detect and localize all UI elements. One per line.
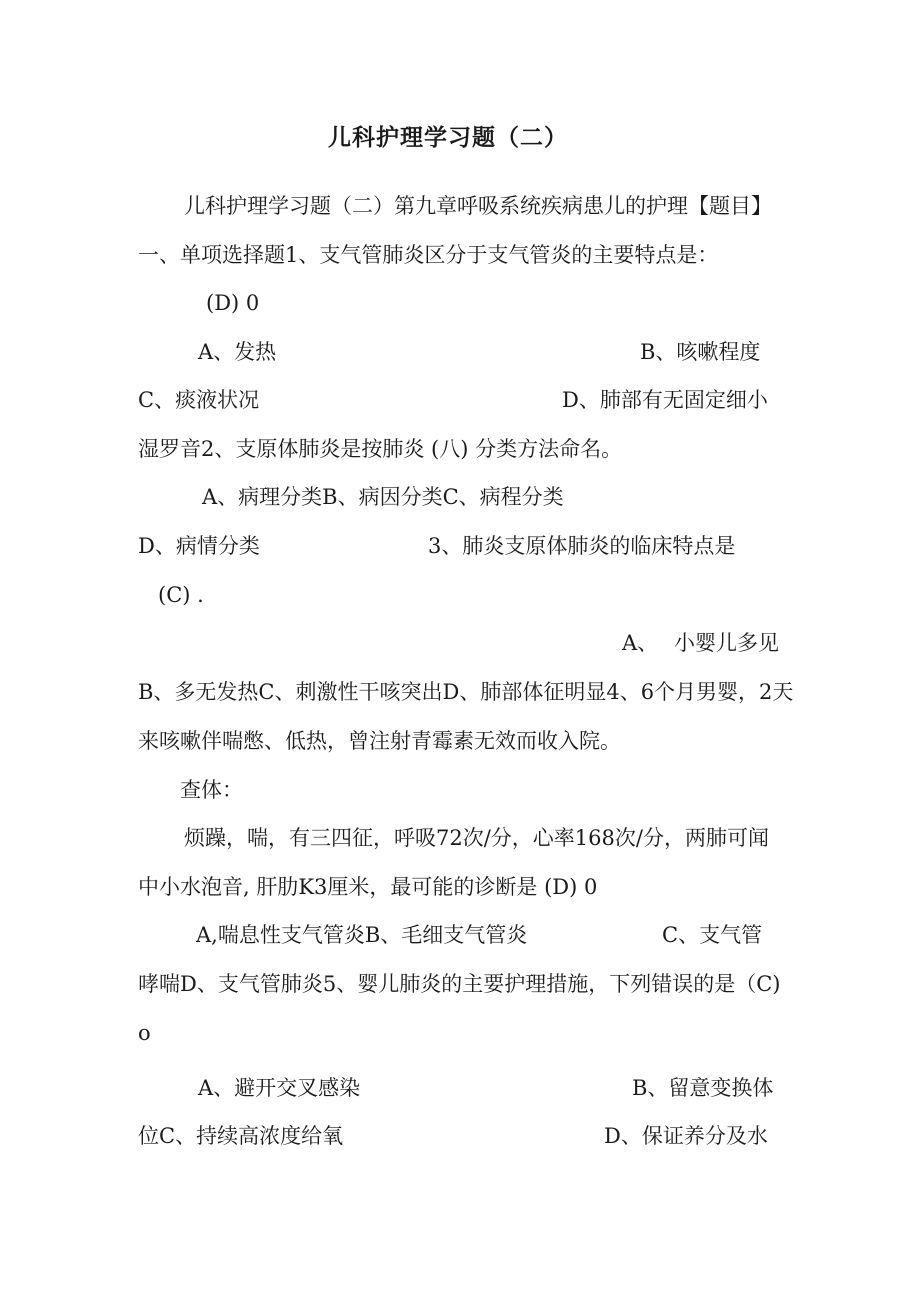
text-line: 哮喘D、支气管肺炎5、婴儿肺炎的主要护理措施，下列错误的是（C) (138, 972, 781, 996)
option-a: A、发热 (198, 340, 277, 364)
text-line: o (138, 1021, 151, 1045)
option-a: A、 (622, 631, 659, 655)
text-line: B、多无发热C、刺激性干咳突出D、肺部体征明显4、6个月男婴，2天 (138, 680, 794, 704)
option-c: C、痰液状况 (138, 388, 260, 412)
option-b: B、留意变换体 (632, 1076, 774, 1100)
option-c: C、支气管 (662, 923, 763, 947)
option-d: D、保证养分及水 (604, 1124, 768, 1148)
text-line: 湿罗音2、支原体肺炎是按肺炎 (八) 分类方法命名。 (138, 437, 623, 461)
question-3: 3、肺炎支原体肺炎的临床特点是 (428, 534, 736, 558)
text-line: 一、单项选择题1、支气管肺炎区分于支气管炎的主要特点是： (138, 243, 719, 267)
text-line: 中小水泡音, 肝肋K3厘米，最可能的诊断是 (D) 0 (138, 875, 598, 899)
answer-line: (C) . (158, 583, 204, 607)
option-d: D、肺部有无固定细小 (562, 388, 768, 412)
text-line: 烦躁，喘，有三四征，呼吸72次/分，心率168次/分，两肺可闻 (184, 826, 769, 850)
text-line: 查体： (180, 778, 243, 802)
option-c: 位C、持续高浓度给氧 (138, 1124, 344, 1148)
page-title: 儿科护理学习题（二） (328, 124, 568, 151)
options-line: A,喘息性支气管炎B、毛细支气管炎 (196, 923, 528, 947)
option-d: D、病情分类 (138, 534, 260, 558)
option-a: A、避开交叉感染 (198, 1076, 361, 1100)
text-line: 来咳嗽伴喘憋、低热，曾注射青霉素无效而收入院。 (138, 729, 621, 753)
text-line: (D) 0 (206, 291, 260, 315)
options-line: A、病理分类B、病因分类C、病程分类 (202, 485, 564, 509)
option-b: B、咳嗽程度 (640, 340, 761, 364)
option-a-text: 小婴儿多见 (674, 631, 779, 655)
text-line: 儿科护理学习题（二）第九章呼吸系统疾病患儿的护理【题目】 (184, 194, 772, 218)
